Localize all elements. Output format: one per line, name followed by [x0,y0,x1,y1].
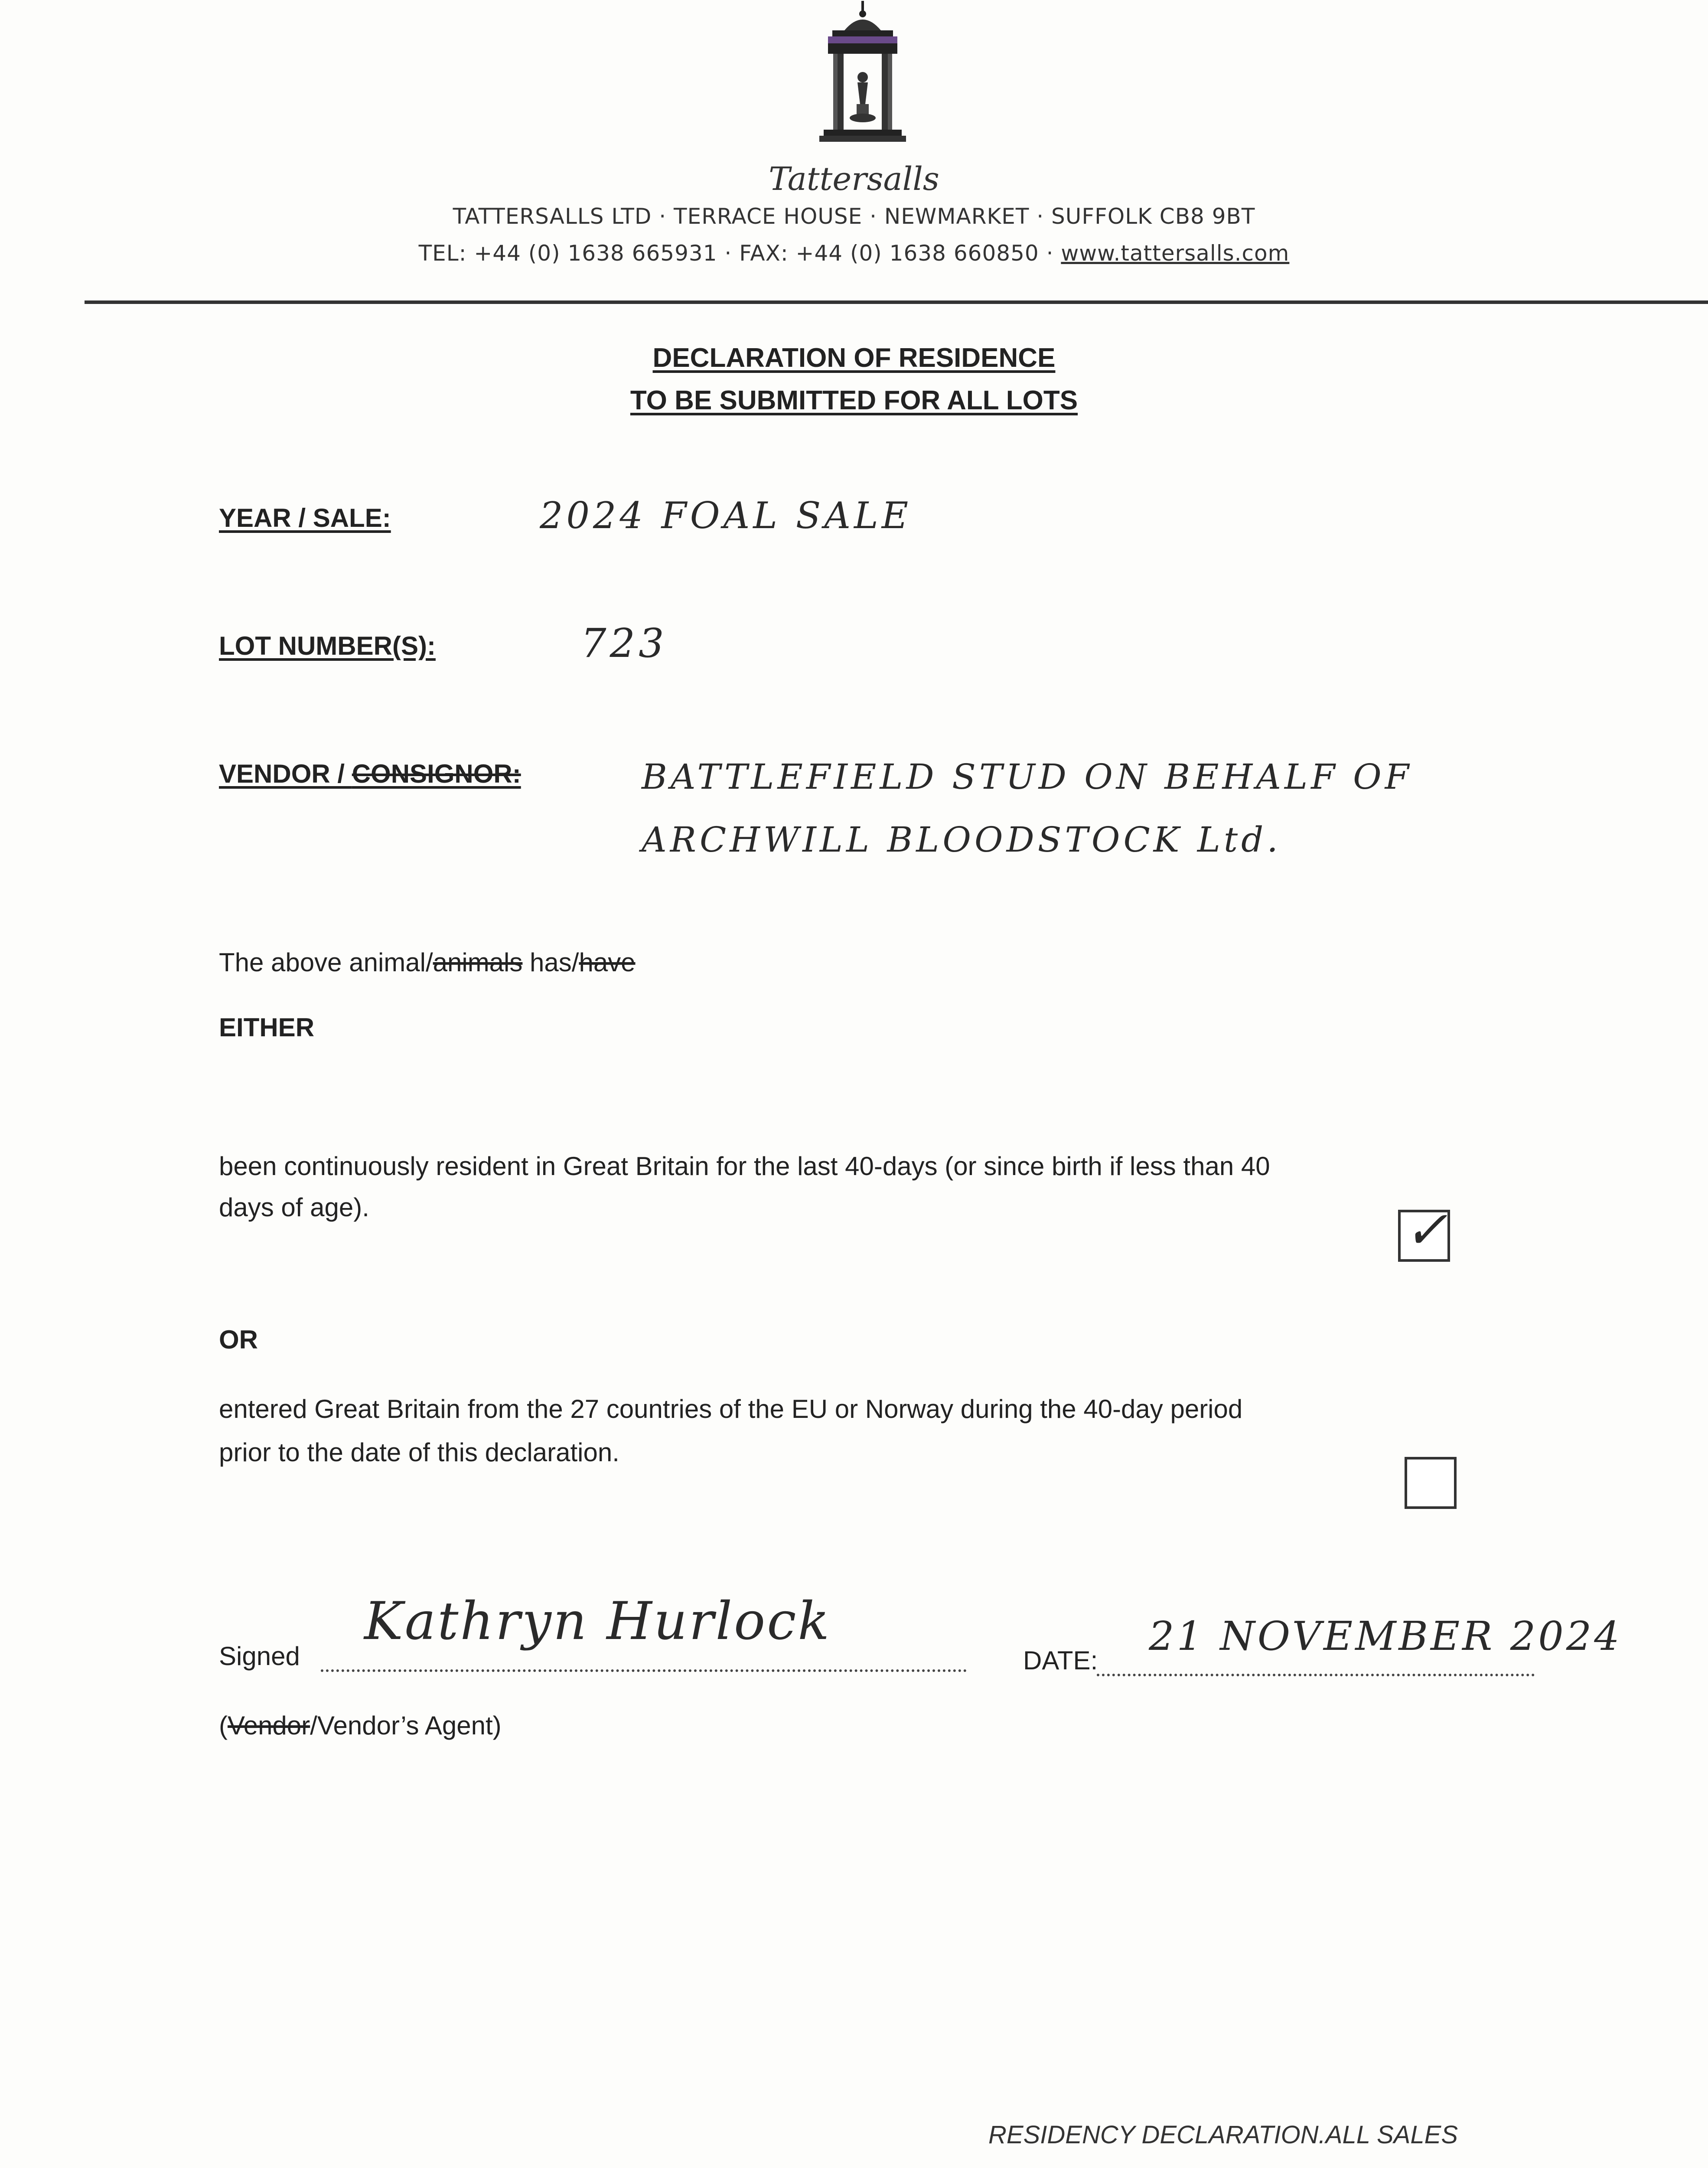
vendor-label [219,759,521,789]
consignor-label-struck: CONSIGNOR: [352,759,521,788]
header-divider [85,300,1708,304]
year-sale-value: 2024 FOAL SALE [540,494,912,537]
or-heading: OR [219,1325,258,1354]
option1-line2: days of age). [219,1193,369,1222]
either-heading: EITHER [219,1013,315,1042]
intro-animals-struck: animals [433,948,523,977]
role-vendor-struck: Vendor [227,1711,310,1740]
website-link[interactable]: www.tattersalls.com [1061,241,1290,266]
intro-text-c: has/ [522,948,579,977]
signature: Kathryn Hurlock [364,1591,831,1652]
vendor-label-text: VENDOR / [219,759,352,788]
company-contact [0,241,1708,266]
document-subtitle: TO BE SUBMITTED FOR ALL LOTS [630,385,1078,415]
tattersalls-logo [811,0,915,156]
check-mark-icon: ✓ [1404,1200,1448,1260]
company-address: TATTERSALLS LTD · TERRACE HOUSE · NEWMARKET · SUFFOLK CB8 9BT [453,204,1255,229]
document-title: DECLARATION OF RESIDENCE [652,343,1056,373]
intro-have-struck: have [579,948,636,977]
brand-name: Tattersalls [769,160,939,198]
signatory-role [219,1704,502,1747]
option2-line2: prior to the date of this declaration. [219,1438,619,1467]
intro-text-a: The above animal/ [219,948,433,977]
date-value: 21 NOVEMBER 2024 [1149,1613,1622,1659]
vendor-value-line1: BATTLEFIELD STUD ON BEHALF OF [642,757,1413,797]
option2-line1: entered Great Britain from the 27 countries of the EU or Norway during the 40-day period [219,1394,1243,1424]
statement-intro [219,941,1563,984]
date-label: DATE: [1023,1646,1098,1675]
lot-number-label: LOT NUMBER(S): [219,631,436,660]
contact-numbers: TEL: +44 (0) 1638 665931 · FAX: +44 (0) 1638 660850 · [418,241,1061,266]
lot-number-value: 723 [581,620,668,666]
signature-line [321,1661,967,1672]
option1-line1: been continuously resident in Great Britain for the last 40-days (or since birth if less than 40 [219,1152,1270,1181]
document-footer: RESIDENCY DECLARATION.ALL SALES [988,2121,1458,2149]
option2-checkbox[interactable] [1405,1457,1457,1509]
role-open: ( [219,1711,228,1740]
option1-checkbox[interactable] [1398,1200,1450,1262]
role-agent: /Vendor’s Agent) [310,1711,502,1740]
vendor-value-line2: ARCHWILL BLOODSTOCK Ltd. [642,820,1281,860]
year-sale-label: YEAR / SALE: [219,503,391,532]
signed-label: Signed [219,1642,300,1671]
date-line [1097,1665,1535,1676]
